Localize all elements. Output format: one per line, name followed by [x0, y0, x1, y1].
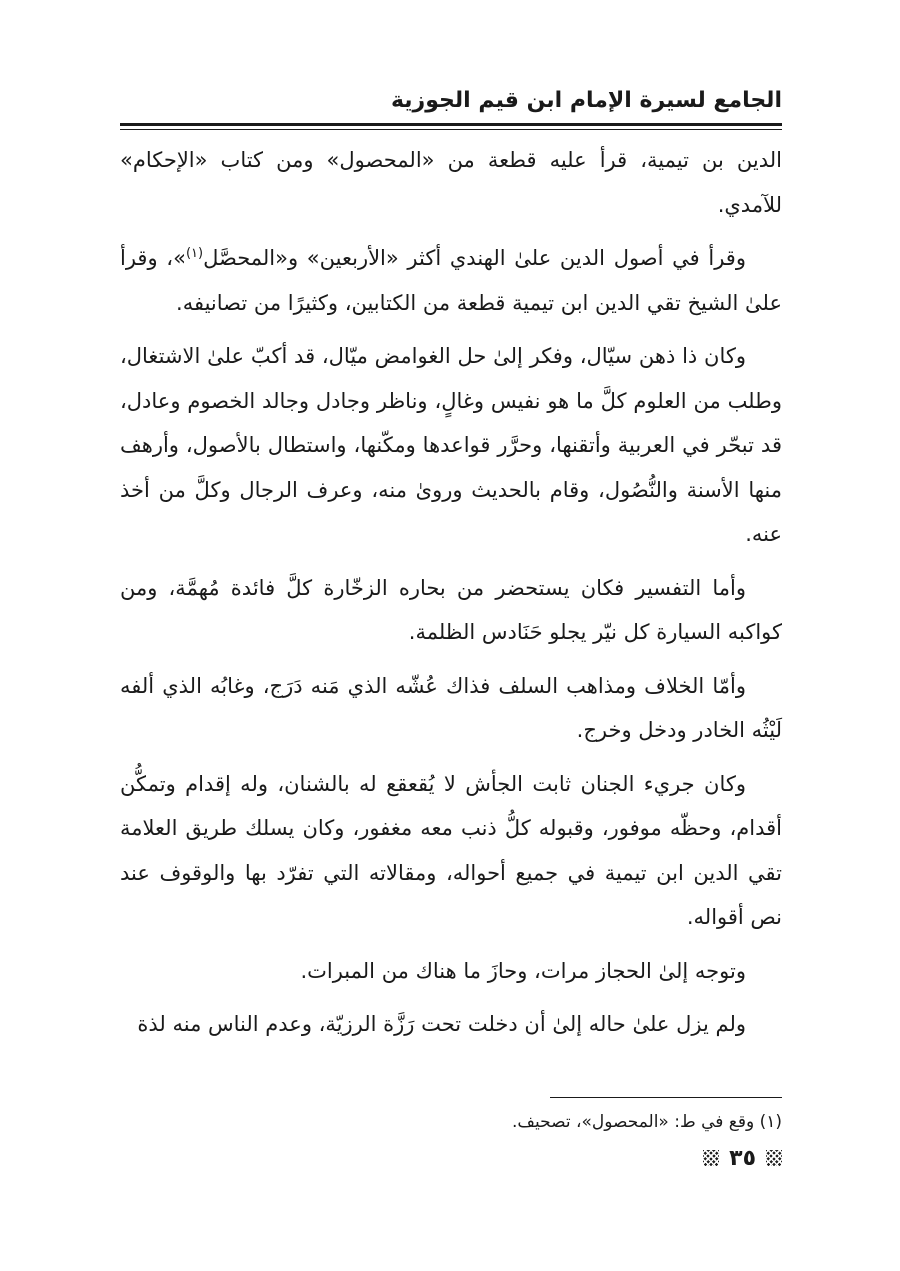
paragraph-3: وكان ذا ذهن سيّال، وفكر إلىٰ حل الغوامض ميّال، قد أكبّ علىٰ الاشتغال، وطلب من العلوم كلَّ ما هو نفيس وغالٍ، وناظر وجادل وجالد الخصوم وعادل، قد تبحّر في العربية وأتقنها، وحرَّر قواعدها ومكّنها، واستطال بالأصول، وأرهف منها الأسنة والنُّصُول، وقام بالحديث وروىٰ منه، وعرف الرجال وكلَّ من أخذ عنه. — [120, 344, 782, 546]
footnote-separator-rule — [550, 1097, 782, 1098]
paragraph-2-continued: وقرأ علىٰ الشيخ تقي الدين ابن تيمية قطعة من الكتابين، وكثيرًا من تصانيفه. — [120, 246, 782, 315]
page-number: ٣٥ — [729, 1145, 756, 1171]
header-rule-thick — [120, 123, 782, 126]
body-text — [120, 138, 782, 1056]
ornament-square-icon — [766, 1150, 782, 1166]
paragraph-8: ولم يزل علىٰ حاله إلىٰ أن دخلت تحت رَزَّة الرزيّة، وعدم الناس منه لذة — [137, 1012, 746, 1036]
footnote-reference-marker[interactable]: (١) — [185, 246, 204, 261]
paragraph-7: وتوجه إلىٰ الحجاز مرات، وحازَ ما هناك من المبرات. — [300, 958, 746, 983]
book-page — [120, 0, 782, 1271]
paragraph-2 — [120, 236, 782, 325]
paragraph-4: وأما التفسير فكان يستحضر من بحاره الزخّارة كلَّ فائدة مُهمَّة، ومن كواكبه السيارة كل نيّر يجلو حَنَادس الظلمة. — [120, 575, 782, 644]
ornament-square-icon — [703, 1150, 719, 1166]
paragraph-5: وأمّا الخلاف ومذاهب السلف فذاك عُشّه الذي مَنه دَرَج، وغابُه الذي ألفه لَيْثُه الخادر ودخل وخرج. — [120, 673, 782, 742]
header-rule-thin — [120, 129, 782, 130]
folio — [703, 1140, 782, 1176]
paragraph-1: الدين بن تيمية، قرأ عليه قطعة من «المحصول» ومن كتاب «الإحكام» للآمدي. — [120, 148, 782, 217]
running-header-title: الجامع لسيرة الإمام ابن قيم الجوزية — [390, 88, 782, 113]
paragraph-2-text: وقرأ في أصول الدين علىٰ الهندي أكثر «الأربعين» و«المحصَّل — [203, 246, 746, 270]
paragraph-6: وكان جريء الجنان ثابت الجأش لا يُقعقع له بالشنان، وله إقدام وتمكُّن أقدام، وحظّه موفور، وقبوله كلُّ ذنب معه مغفور، وكان يسلك طريق العلامة تقي الدين ابن تيمية في جميع أحواله، ومقالاته التي تفرّد بها والوقوف عند نص أقواله. — [120, 771, 782, 929]
footnote-1: (١) وقع في ط: «المحصول»، تصحيف. — [511, 1112, 782, 1132]
paragraph-2-closing: »، — [166, 246, 186, 270]
